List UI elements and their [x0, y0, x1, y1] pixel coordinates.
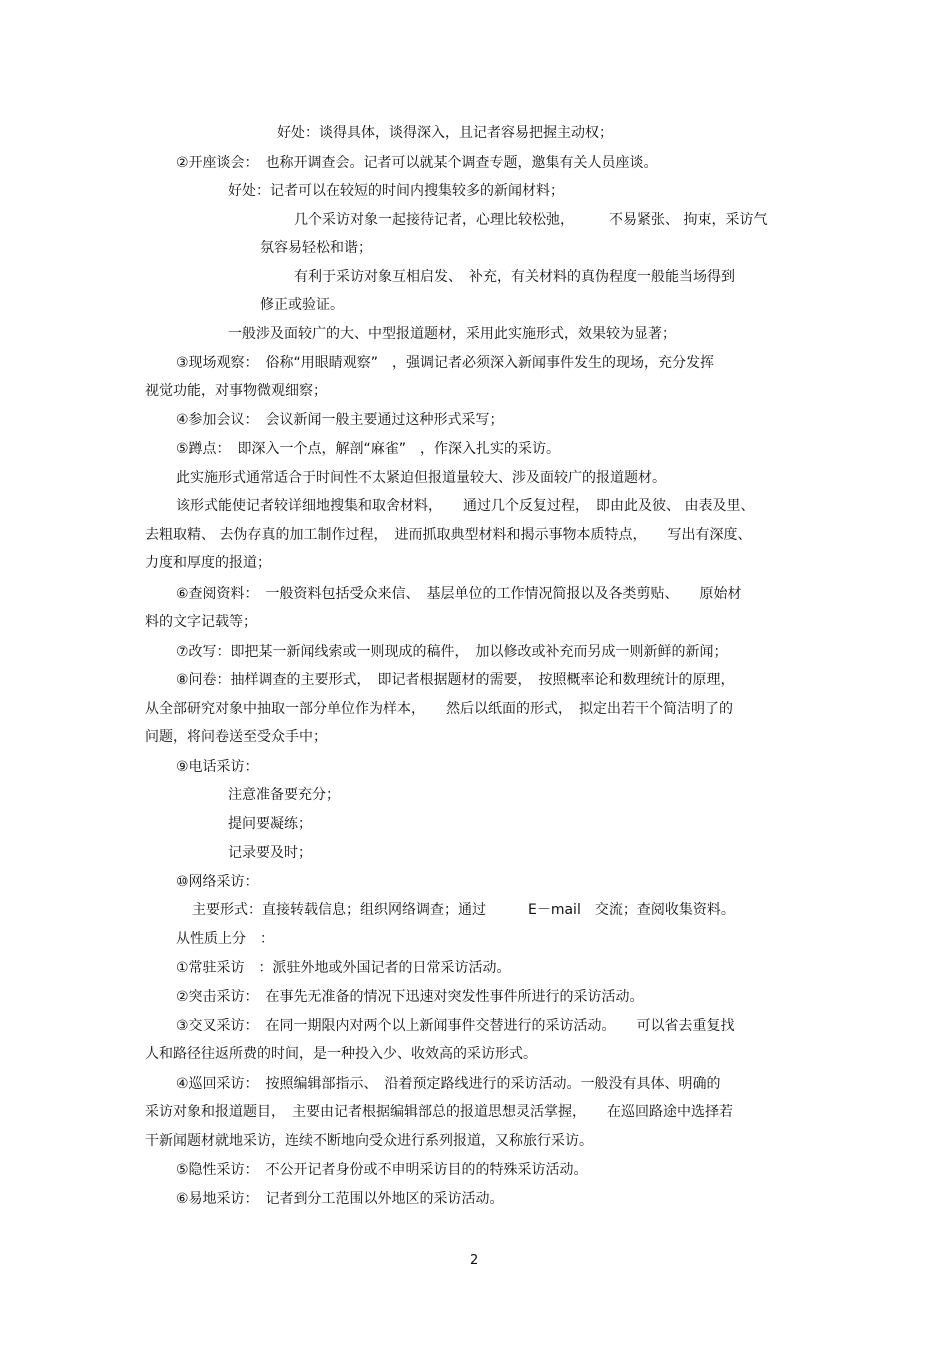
text-line: 从性质上分 ：	[176, 931, 274, 947]
text-line: ⑩网络采访：	[176, 874, 259, 890]
text-line: 修正或验证。	[260, 297, 344, 313]
text-line: ⑨电话采访：	[176, 759, 259, 775]
text-line: 此实施形式通常适合于时间性不太紧迫但报道量较大、涉及面较广的报道题材。	[176, 470, 666, 486]
text-line: ②开座谈会： 也称开调查会。记者可以就某个调查专题，邀集有关人员座谈。	[176, 155, 658, 171]
text-line: 提问要凝练；	[228, 816, 312, 832]
text-line: 记录要及时；	[228, 845, 312, 861]
text-line: 干新闻题材就地采访，连续不断地向受众进行系列报道，又称旅行采访。	[145, 1133, 593, 1149]
text-line: 一般涉及面较广的大、中型报道题材，采用此实施形式，效果较为显著；	[228, 326, 676, 342]
text-line: 去粗取精、 去伪存真的加工制作过程， 进而抓取典型材料和揭示事物本质特点， 写出有深度、	[145, 527, 752, 543]
text-line: 采访对象和报道题目， 主要由记者根据编辑部总的报道思想灵活掌握， 在巡回路途中选择若	[145, 1104, 733, 1120]
text-line: ⑥查阅资料： 一般资料包括受众来信、 基层单位的工作情况简报以及各类剪贴、 原始材	[176, 586, 742, 602]
text-line: 几个采访对象一起接待记者，心理比较松弛， 不易紧张、 拘束，采访气	[294, 212, 768, 228]
text-line: 问题，将问卷送至受众手中；	[145, 729, 327, 745]
text-line: ④参加会议： 会议新闻一般主要通过这种形式采写；	[176, 412, 504, 428]
text-line: ③现场观察： 俗称“用眼睛观察” ，强调记者必须深入新闻事件发生的现场，充分发挥	[176, 355, 715, 371]
text-line: 注意准备要充分；	[228, 787, 340, 803]
text-line: ⑤蹲点： 即深入一个点，解剖“麻雀” ，作深入扎实的采访。	[176, 441, 561, 457]
text-line: 从全部研究对象中抽取一部分单位作为样本， 然后以纸面的形式， 拟定出若干个简洁明了的	[145, 701, 733, 717]
text-line: 好处：谈得具体，谈得深入，且记者容易把握主动权；	[277, 125, 613, 141]
text-line: ③交叉采访： 在同一期限内对两个以上新闻事件交替进行的采访活动。 可以省去重复找	[176, 1018, 735, 1034]
text-line: ②突击采访： 在事先无准备的情况下迅速对突发性事件所进行的采访活动。	[176, 989, 644, 1005]
text-line: 力度和厚度的报道；	[145, 555, 271, 571]
text-line: ①常驻采访 ：派驻外地或外国记者的日常采访活动。	[176, 960, 511, 976]
text-line: 有利于采访对象互相启发、 补充，有关材料的真伪程度一般能当场得到	[294, 269, 735, 285]
text-line: 人和路径往返所费的时间，是一种投入少、收效高的采访形式。	[145, 1046, 537, 1062]
text-line: ⑤隐性采访： 不公开记者身份或不申明采访目的的特殊采访活动。	[176, 1162, 588, 1178]
text-line: 好处：记者可以在较短的时间内搜集较多的新闻材料；	[228, 183, 564, 199]
text-line: 主要形式：直接转载信息；组织网络调查；通过 E－mail 交流；查阅收集资料。	[192, 902, 735, 918]
text-line: 氛容易轻松和谐；	[260, 240, 372, 256]
text-line: 该形式能使记者较详细地搜集和取舍材料， 通过几个反复过程， 即由此及彼、 由表及里、	[176, 498, 755, 514]
text-line: ⑧问卷：抽样调查的主要形式， 即记者根据题材的需要， 按照概率论和数理统计的原理，	[176, 672, 735, 688]
text-line: ⑥易地采访： 记者到分工范围以外地区的采访活动。	[176, 1191, 504, 1207]
text-line: 视觉功能，对事物微观细察；	[145, 383, 327, 399]
text-line: ④巡回采访： 按照编辑部指示、 沿着预定路线进行的采访活动。一般没有具体、明确的	[176, 1076, 721, 1092]
page-number: 2	[470, 1253, 479, 1268]
text-line: ⑦改写：即把某一新闻线索或一则现成的稿件， 加以修改或补充而另成一则新鲜的新闻；	[176, 644, 728, 660]
text-line: 料的文字记载等；	[145, 614, 257, 630]
